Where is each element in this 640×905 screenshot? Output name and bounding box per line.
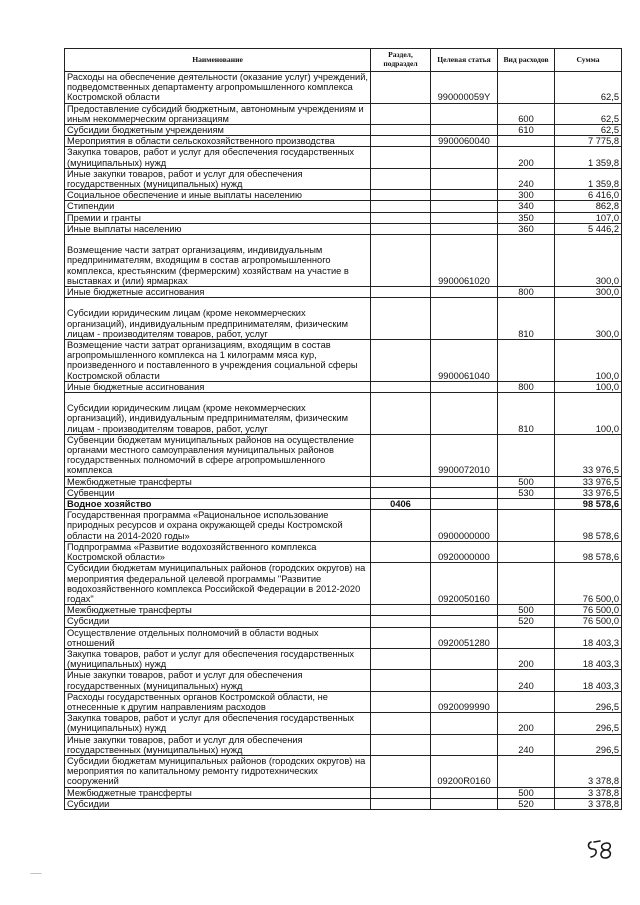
cell-sum: 33 976,5 xyxy=(555,434,622,476)
cell-name: Иные закупки товаров, работ и услуг для обеспечения государственных (муниципальных) нужд xyxy=(65,734,371,755)
cell-name: Межбюджетные трансферты xyxy=(65,476,371,487)
table-row xyxy=(65,499,622,510)
table-header-row xyxy=(65,49,622,72)
cell-type: 360 xyxy=(498,223,555,234)
cell-type: 520 xyxy=(498,616,555,627)
cell-sum: 100,0 xyxy=(555,340,622,382)
cell-name: Субвенции xyxy=(65,487,371,498)
table-row xyxy=(65,691,622,712)
cell-type: 800 xyxy=(498,287,555,298)
cell-name: Осуществление отдельных полномочий в области водных отношений xyxy=(65,627,371,648)
cell-target xyxy=(431,798,498,809)
cell-target xyxy=(431,476,498,487)
cell-name: Закупка товаров, работ и услуг для обеспечения государственных (муниципальных) нужд xyxy=(65,713,371,734)
cell-sum: 300,0 xyxy=(555,287,622,298)
table-row xyxy=(65,541,622,562)
cell-sum: 300,0 xyxy=(555,235,622,287)
table-row xyxy=(65,787,622,798)
cell-sum: 33 976,5 xyxy=(555,476,622,487)
cell-name: Межбюджетные трансферты xyxy=(65,605,371,616)
cell-type xyxy=(498,136,555,147)
cell-type: 200 xyxy=(498,147,555,168)
cell-sum: 296,5 xyxy=(555,713,622,734)
cell-section xyxy=(371,713,431,734)
cell-name: Предоставление субсидий бюджетным, автономным учреждениям и иным некоммерческим организациям xyxy=(65,103,371,124)
cell-section xyxy=(371,201,431,212)
table-row xyxy=(65,563,622,605)
cell-name: Иные закупки товаров, работ и услуг для обеспечения государственных (муниципальных) нужд xyxy=(65,168,371,189)
cell-name: Субсидии бюджетам муниципальных районов (городских округов) на мероприятия по капитальному ремонту гидротехнических сооружений xyxy=(65,755,371,787)
cell-sum: 62,5 xyxy=(555,72,622,104)
cell-section xyxy=(371,298,431,340)
cell-name: Субсидии бюджетным учреждениям xyxy=(65,125,371,136)
table-row xyxy=(65,381,622,392)
cell-sum: 98 578,6 xyxy=(555,499,622,510)
cell-target: 9900061040 xyxy=(431,340,498,382)
cell-name: Водное хозяйство xyxy=(65,499,371,510)
budget-table xyxy=(64,48,622,810)
cell-name: Государственная программа «Рациональное использование природных ресурсов и охрана окружающей среды Костромской области на 2014-2020 годы» xyxy=(65,510,371,542)
cell-sum: 100,0 xyxy=(555,381,622,392)
cell-target xyxy=(431,147,498,168)
cell-sum: 76 500,0 xyxy=(555,605,622,616)
cell-section xyxy=(371,616,431,627)
cell-sum: 3 378,8 xyxy=(555,787,622,798)
cell-target xyxy=(431,616,498,627)
cell-name: Межбюджетные трансферты xyxy=(65,787,371,798)
cell-target xyxy=(431,212,498,223)
cell-target xyxy=(431,190,498,201)
header-section: Раздел, подраздел xyxy=(371,49,431,72)
cell-target xyxy=(431,103,498,124)
cell-type xyxy=(498,340,555,382)
cell-sum: 18 403,3 xyxy=(555,670,622,691)
table-row xyxy=(65,223,622,234)
cell-name: Премии и гранты xyxy=(65,212,371,223)
cell-name: Субсидии xyxy=(65,798,371,809)
cell-section: 0406 xyxy=(371,499,431,510)
cell-name: Закупка товаров, работ и услуг для обеспечения государственных (муниципальных) нужд xyxy=(65,147,371,168)
cell-target: 990000059Y xyxy=(431,72,498,104)
cell-section xyxy=(371,476,431,487)
cell-section xyxy=(371,136,431,147)
cell-section xyxy=(371,605,431,616)
cell-type: 530 xyxy=(498,487,555,498)
header-target: Целевая статья xyxy=(431,49,498,72)
cell-type: 200 xyxy=(498,648,555,669)
cell-section xyxy=(371,563,431,605)
header-type: Вид расходов xyxy=(498,49,555,72)
cell-type: 610 xyxy=(498,125,555,136)
cell-type: 300 xyxy=(498,190,555,201)
cell-type: 240 xyxy=(498,734,555,755)
cell-target xyxy=(431,201,498,212)
header-sum: Сумма xyxy=(555,49,622,72)
cell-sum: 300,0 xyxy=(555,298,622,340)
cell-name: Подпрограмма «Развитие водохозяйственного комплекса Костромской области» xyxy=(65,541,371,562)
cell-section xyxy=(371,670,431,691)
cell-name: Стипендии xyxy=(65,201,371,212)
cell-name: Субсидии бюджетам муниципальных районов (городских округов) на мероприятия федеральной целевой программы "Развитие водохозяйственного комплекса Российской Федерации в 2012-2020 годах" xyxy=(65,563,371,605)
cell-name: Мероприятия в области сельскохозяйственного производства xyxy=(65,136,371,147)
cell-target xyxy=(431,787,498,798)
cell-type: 500 xyxy=(498,787,555,798)
cell-target: 9900061020 xyxy=(431,235,498,287)
cell-sum: 296,5 xyxy=(555,691,622,712)
cell-name: Иные закупки товаров, работ и услуг для обеспечения государственных (муниципальных) нужд xyxy=(65,670,371,691)
cell-target xyxy=(431,393,498,435)
table-row xyxy=(65,798,622,809)
table-row xyxy=(65,298,622,340)
cell-type: 810 xyxy=(498,298,555,340)
cell-section xyxy=(371,627,431,648)
cell-name: Субсидии юридическим лицам (кроме некоммерческих организаций), индивидуальным предпринимателям, физическим лицам - производителям товаров, работ, услуг xyxy=(65,298,371,340)
table-row xyxy=(65,212,622,223)
cell-name: Возмещение части затрат организациям, индивидуальным предпринимателям, входящим в состав агропромышленного комплекса, крестьянским (фермерским) хозяйствам на участие в выставках и (или) ярмарках xyxy=(65,235,371,287)
cell-type: 520 xyxy=(498,798,555,809)
cell-section xyxy=(371,223,431,234)
table-row xyxy=(65,147,622,168)
cell-sum: 98 578,6 xyxy=(555,510,622,542)
table-row xyxy=(65,648,622,669)
cell-section xyxy=(371,212,431,223)
cell-target xyxy=(431,168,498,189)
cell-section xyxy=(371,734,431,755)
cell-target xyxy=(431,287,498,298)
table-row xyxy=(65,670,622,691)
cell-sum: 18 403,3 xyxy=(555,627,622,648)
cell-section xyxy=(371,755,431,787)
cell-type: 500 xyxy=(498,476,555,487)
table-row xyxy=(65,605,622,616)
table-row xyxy=(65,627,622,648)
cell-section xyxy=(371,510,431,542)
cell-target: 0920099990 xyxy=(431,691,498,712)
cell-section xyxy=(371,487,431,498)
table-row xyxy=(65,393,622,435)
cell-sum: 33 976,5 xyxy=(555,487,622,498)
cell-type: 200 xyxy=(498,713,555,734)
table-row xyxy=(65,616,622,627)
cell-type xyxy=(498,499,555,510)
cell-section xyxy=(371,287,431,298)
table-row xyxy=(65,168,622,189)
cell-type: 350 xyxy=(498,212,555,223)
table-row xyxy=(65,190,622,201)
cell-type: 240 xyxy=(498,168,555,189)
cell-name: Субсидии юридическим лицам (кроме некоммерческих организаций), индивидуальным предпринимателям, физическим лицам - производителям товаров, работ, услуг xyxy=(65,393,371,435)
cell-sum: 98 578,6 xyxy=(555,541,622,562)
cell-type xyxy=(498,755,555,787)
table-row xyxy=(65,235,622,287)
table-row xyxy=(65,72,622,104)
cell-name: Иные выплаты населению xyxy=(65,223,371,234)
cell-sum: 76 500,0 xyxy=(555,616,622,627)
cell-sum: 296,5 xyxy=(555,734,622,755)
cell-target xyxy=(431,223,498,234)
cell-section xyxy=(371,393,431,435)
table-row xyxy=(65,734,622,755)
cell-sum: 107,0 xyxy=(555,212,622,223)
table-row xyxy=(65,713,622,734)
cell-target xyxy=(431,605,498,616)
cell-sum: 62,5 xyxy=(555,103,622,124)
cell-sum: 18 403,3 xyxy=(555,648,622,669)
table-row xyxy=(65,340,622,382)
cell-sum: 1 359,8 xyxy=(555,168,622,189)
table-row xyxy=(65,434,622,476)
cell-target: 0920000000 xyxy=(431,541,498,562)
cell-section xyxy=(371,541,431,562)
cell-sum: 5 446,2 xyxy=(555,223,622,234)
cell-section xyxy=(371,190,431,201)
cell-sum: 862,8 xyxy=(555,201,622,212)
cell-section xyxy=(371,381,431,392)
cell-type xyxy=(498,691,555,712)
cell-name: Иные бюджетные ассигнования xyxy=(65,381,371,392)
cell-type xyxy=(498,235,555,287)
cell-target xyxy=(431,381,498,392)
table-row xyxy=(65,755,622,787)
cell-type: 340 xyxy=(498,201,555,212)
cell-target: 0920050160 xyxy=(431,563,498,605)
cell-type xyxy=(498,434,555,476)
cell-target xyxy=(431,734,498,755)
cell-section xyxy=(371,168,431,189)
cell-section xyxy=(371,648,431,669)
cell-name: Возмещение части затрат организациям, входящим в состав агропромышленного комплекса на 1 килограмм мяса кур, произведенного и поставленного в учреждения социальной сферы Костромской области xyxy=(65,340,371,382)
cell-sum: 62,5 xyxy=(555,125,622,136)
cell-target: 0900000000 xyxy=(431,510,498,542)
cell-target: 9900072010 xyxy=(431,434,498,476)
cell-target: 9900060040 xyxy=(431,136,498,147)
cell-type: 810 xyxy=(498,393,555,435)
table-row xyxy=(65,510,622,542)
cell-section xyxy=(371,798,431,809)
cell-type xyxy=(498,541,555,562)
cell-section xyxy=(371,340,431,382)
cell-section xyxy=(371,434,431,476)
cell-name: Расходы на обеспечение деятельности (оказание услуг) учреждений, подведомственных департаменту агропромышленного комплекса Костромской области xyxy=(65,72,371,104)
cell-type xyxy=(498,627,555,648)
cell-target xyxy=(431,648,498,669)
cell-section xyxy=(371,147,431,168)
cell-type: 240 xyxy=(498,670,555,691)
header-name: Наименование xyxy=(65,49,371,72)
table-row xyxy=(65,287,622,298)
cell-section xyxy=(371,103,431,124)
cell-section xyxy=(371,787,431,798)
cell-sum: 76 500,0 xyxy=(555,563,622,605)
cell-type: 800 xyxy=(498,381,555,392)
cell-target xyxy=(431,125,498,136)
cell-sum: 1 359,8 xyxy=(555,147,622,168)
table-row xyxy=(65,125,622,136)
cell-sum: 100,0 xyxy=(555,393,622,435)
cell-section xyxy=(371,125,431,136)
cell-name: Социальное обеспечение и иные выплаты населению xyxy=(65,190,371,201)
cell-type: 500 xyxy=(498,605,555,616)
table-row xyxy=(65,201,622,212)
cell-target xyxy=(431,713,498,734)
table-row xyxy=(65,487,622,498)
cell-type xyxy=(498,72,555,104)
cell-target xyxy=(431,499,498,510)
cell-target xyxy=(431,298,498,340)
cell-name: Закупка товаров, работ и услуг для обеспечения государственных (муниципальных) нужд xyxy=(65,648,371,669)
corner-mark: ⸺ xyxy=(30,869,42,877)
cell-type xyxy=(498,563,555,605)
cell-type xyxy=(498,510,555,542)
handwritten-page-number xyxy=(585,838,615,862)
cell-sum: 6 416,0 xyxy=(555,190,622,201)
cell-target xyxy=(431,487,498,498)
cell-name: Иные бюджетные ассигнования xyxy=(65,287,371,298)
cell-sum: 3 378,8 xyxy=(555,798,622,809)
table-row xyxy=(65,136,622,147)
cell-sum: 3 378,8 xyxy=(555,755,622,787)
cell-target xyxy=(431,670,498,691)
cell-name: Расходы государственных органов Костромской области, не отнесенные к другим направлениям расходов xyxy=(65,691,371,712)
cell-target: 0920051280 xyxy=(431,627,498,648)
cell-target: 09200R0160 xyxy=(431,755,498,787)
cell-name: Субсидии xyxy=(65,616,371,627)
cell-sum: 7 775,8 xyxy=(555,136,622,147)
table-body xyxy=(65,72,622,810)
cell-section xyxy=(371,235,431,287)
cell-type: 600 xyxy=(498,103,555,124)
table-row xyxy=(65,103,622,124)
table-row xyxy=(65,476,622,487)
cell-name: Субвенции бюджетам муниципальных районов на осуществление органами местного самоуправления муниципальных районов государственных полномочий в сфере агропромышленного комплекса xyxy=(65,434,371,476)
cell-section xyxy=(371,691,431,712)
cell-section xyxy=(371,72,431,104)
